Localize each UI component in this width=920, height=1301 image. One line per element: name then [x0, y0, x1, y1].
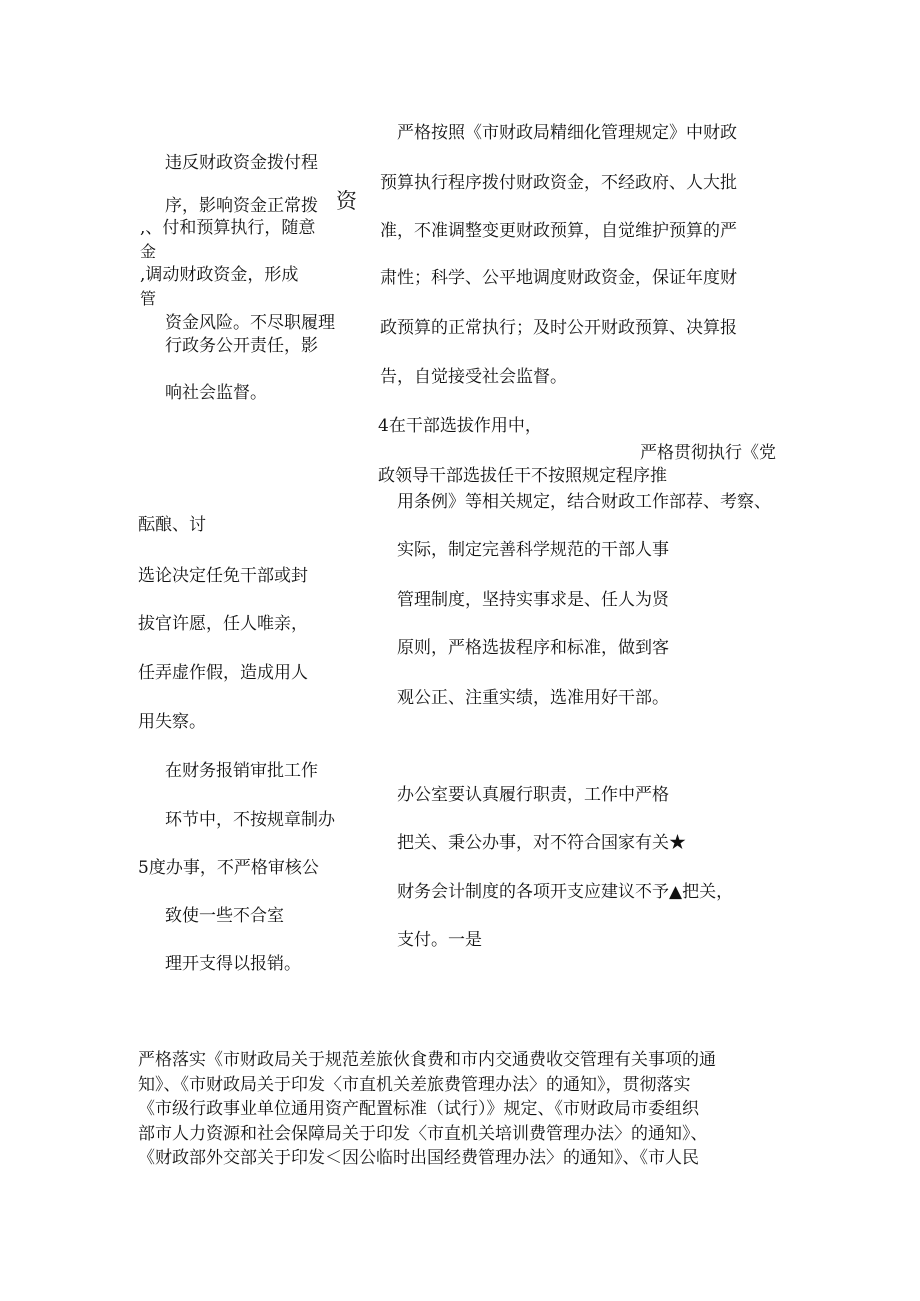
right-text-line: 严格贯彻执行《党 [640, 443, 776, 463]
paragraph-line: 严格落实《市财政局关于规范差旅伙食费和市内交通费收交管理有关事项的通 [138, 1050, 716, 1070]
left-text-line: 资 [336, 189, 357, 213]
right-text-line: 观公正、注重实绩，选准用好干部。 [397, 688, 669, 708]
right-text-line: 准，不准调整变更财政预算，自觉维护预算的严 [380, 221, 737, 241]
right-text-line: 实际，制定完善科学规范的干部人事 [397, 540, 669, 560]
left-text-line: ,调动财政资金，形成 [140, 265, 299, 285]
left-text-line: 金 [140, 242, 157, 261]
left-text-line: 酝酿、讨 [138, 515, 206, 535]
left-text-line: 任弄虚作假，造成用人 [138, 663, 308, 683]
right-text-line: 把关、秉公办事，对不符合国家有关★ [397, 833, 686, 853]
paragraph-line: 知》、《市财政局关于印发〈市直机关差旅费管理办法〉的通知》，贯彻落实 [138, 1074, 691, 1095]
right-text-line: 政预算的正常执行；及时公开财政预算、决算报 [380, 318, 737, 338]
paragraph-line: 《市级行政事业单位通用资产配置标准（试行）》规定、《市财政局市委组织 [138, 1099, 699, 1119]
left-text-line: 致使一些不合室 [165, 906, 284, 926]
right-text-line: 告，自觉接受社会监督。 [380, 367, 567, 387]
right-text-line: 支付。一是 [397, 930, 482, 950]
bottom-paragraph [138, 1048, 778, 1171]
paragraph-line: 《财政部外交部关于印发＜因公临时出国经费管理办法〉的通知》、《市人民 [138, 1148, 699, 1168]
left-text-line: 响社会监督。 [165, 383, 267, 403]
right-text-line: 用条例》等相关规定，结合财政工作部荐、考察、 [397, 492, 771, 512]
left-text-line: 理开支得以报销。 [165, 954, 301, 974]
left-text-line: 在财务报销审批工作 [165, 761, 318, 781]
right-text-line: 4在干部选拔作用中， [378, 416, 542, 436]
left-text-line: 5度办事，不严格审核公 [138, 858, 319, 878]
left-text-line: 行政务公开责任，影 [165, 336, 318, 356]
left-text-line: 管 [140, 289, 157, 308]
right-text-line: 肃性；科学、公平地调度财政资金，保证年度财 [380, 268, 737, 288]
right-text-line: 财务会计制度的各项开支应建议不予▲把关， [397, 882, 734, 902]
left-text-line: 资金风险。不尽职履理 [165, 313, 335, 333]
right-text-line: 办公室要认真履行职责，工作中严格 [397, 785, 669, 805]
right-text-line: 原则，严格选拔程序和标准，做到客 [397, 638, 669, 658]
left-text-line: 环节中，不按规章制办 [165, 810, 335, 830]
right-text-line: 严格按照《市财政局精细化管理规定》中财政 [397, 123, 737, 143]
right-text-line: 管理制度，坚持实事求是、任人为贤 [397, 590, 669, 610]
right-text-line: 预算执行程序拨付财政资金，不经政府、人大批 [380, 173, 737, 193]
left-text-line: 选论决定任免干部或封 [138, 566, 308, 586]
left-text-line: ,、付和预算执行，随意 [140, 218, 316, 238]
left-text-line: 拔官许愿，任人唯亲， [138, 614, 308, 634]
left-text-line: 违反财政资金拨付程 [165, 153, 318, 173]
left-text-line: 序，影响资金正常拨 [165, 196, 318, 216]
left-text-line: 用失察。 [138, 712, 206, 732]
right-text-line: 政领导干部选拔任干不按照规定程序推 [378, 466, 667, 486]
paragraph-line: 部市人力资源和社会保障局关于印发〈市直机关培训费管理办法〉的通知》、 [138, 1123, 708, 1144]
